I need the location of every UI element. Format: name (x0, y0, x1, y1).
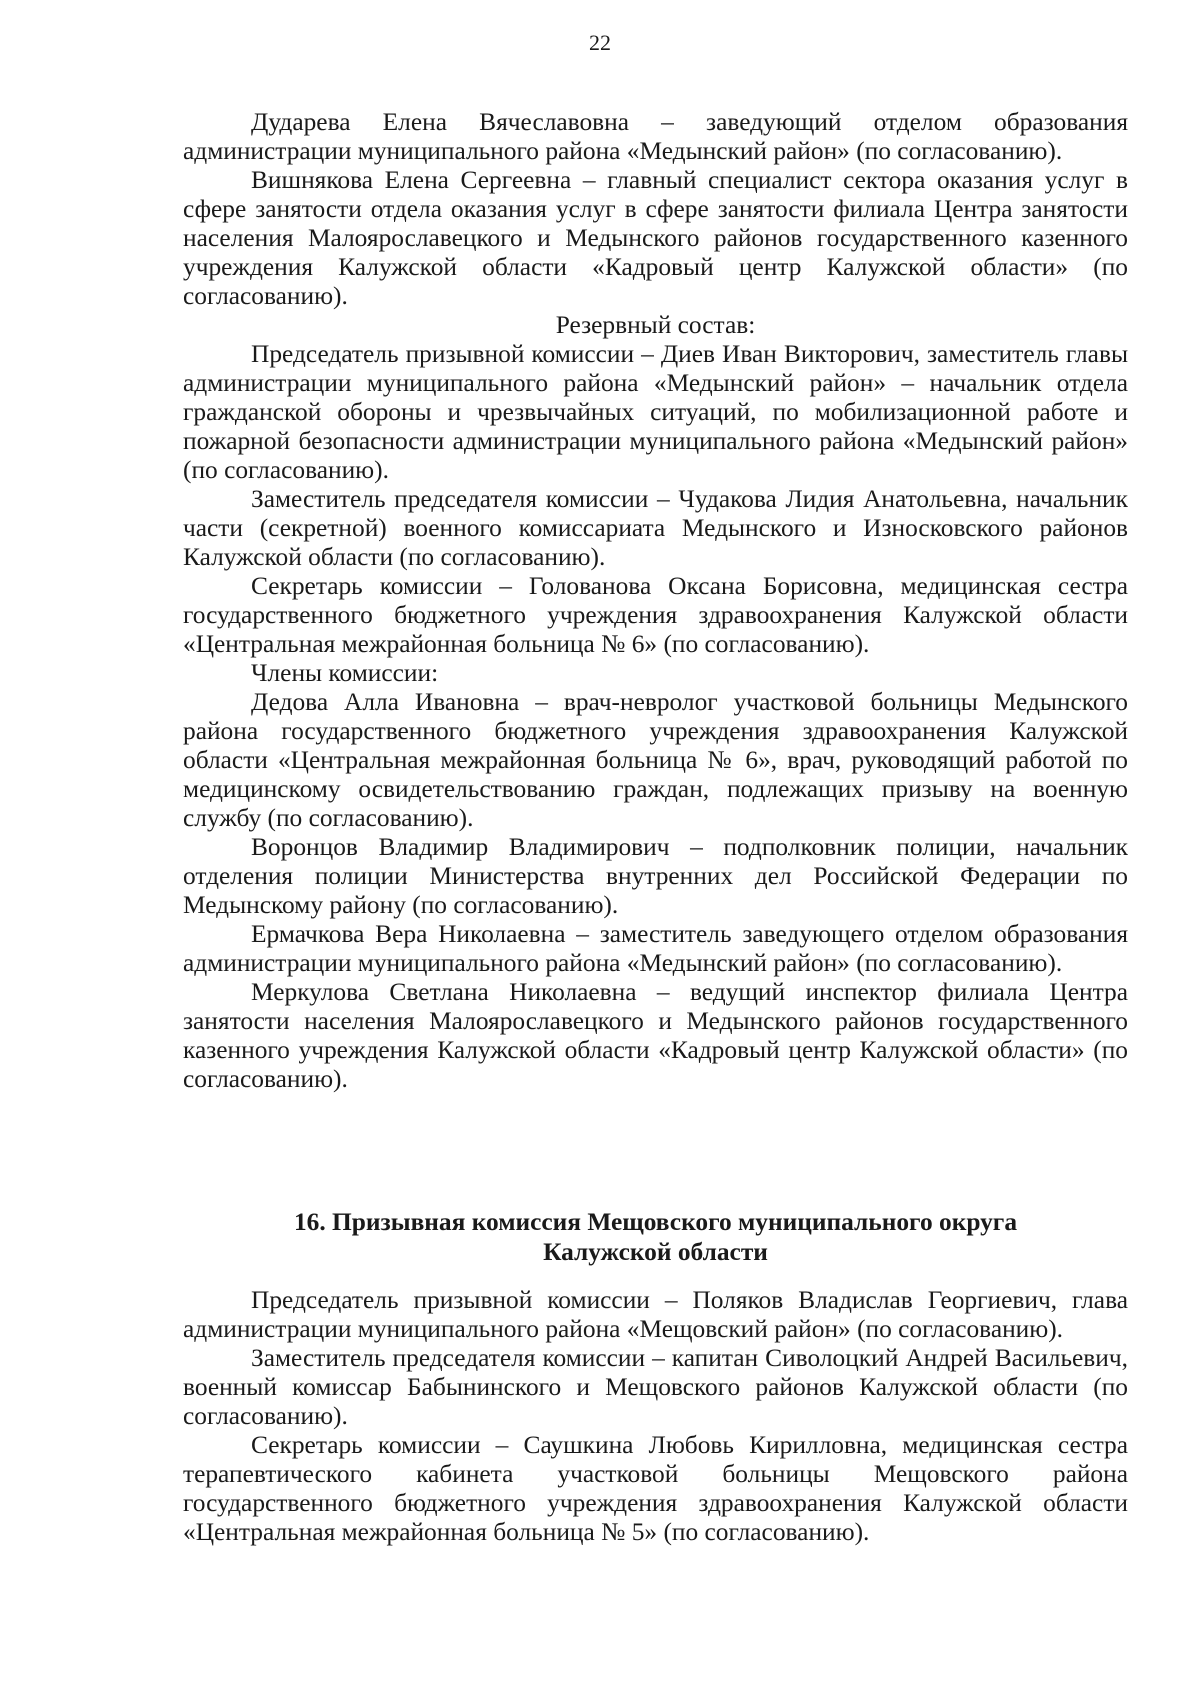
paragraph-reserve-deputy: Заместитель председателя комиссии – Чудакова Лидия Анатольевна, начальник части (секретной) военного комиссариата Медынского и Износковского районов Калужской области (по согласованию). (183, 485, 1128, 571)
page-number: 22 (589, 30, 611, 55)
section-heading-line-1: 16. Призывная комиссия Мещовского муниципального округа (293, 1208, 1018, 1236)
meshchovsk-commission-block (183, 1286, 1128, 1547)
paragraph-sivolotsky: Заместитель председателя комиссии – капитан Сиволоцкий Андрей Васильевич, военный комиссар Бабынинского и Мещовского районов Калужской области (по согласованию). (183, 1344, 1128, 1430)
section-heading-line-2: Калужской области (543, 1238, 768, 1266)
paragraph-merkulova: Меркулова Светлана Николаевна – ведущий инспектор филиала Центра занятости населения Малоярославецкого и Медынского районов государственного казенного учреждения Калужской области «Кадровый центр Калужской области» (по согласованию). (183, 978, 1128, 1093)
paragraph-reserve-chairman: Председатель призывной комиссии – Диев Иван Викторович, заместитель главы администрации муниципального района «Медынский район» – начальник отдела гражданской обороны и чрезвычайных ситуаций, по мобилизационной работе и пожарной безопасности администрации муниципального района «Медынский район» (по согласованию). (183, 340, 1128, 484)
section-heading (183, 1207, 1128, 1267)
paragraph-dedova: Дедова Алла Ивановна – врач-невролог участковой больницы Медынского района государственного бюджетного учреждения здравоохранения Калужской области «Центральная межрайонная больница № 6», врач, руководящий работой по медицинскому освидетельствованию граждан, подлежащих призыву на военную службу (по согласованию). (183, 688, 1128, 832)
paragraph-polyakov: Председатель призывной комиссии – Поляков Владислав Георгиевич, глава администрации муниципального района «Мещовский район» (по согласованию). (183, 1286, 1128, 1343)
paragraph-ermachkova: Ермачкова Вера Николаевна – заместитель заведующего отделом образования администрации муниципального района «Медынский район» (по согласованию). (183, 920, 1128, 977)
paragraph-saushkina: Секретарь комиссии – Саушкина Любовь Кирилловна, медицинская сестра терапевтического кабинета участковой больницы Мещовского района государственного бюджетного учреждения здравоохранения Калужской области «Центральная межрайонная больница № 5» (по согласованию). (183, 1431, 1128, 1546)
paragraph-reserve-secretary: Секретарь комиссии – Голованова Оксана Борисовна, медицинская сестра государственного бюджетного учреждения здравоохранения Калужской области «Центральная межрайонная больница № 6» (по согласованию). (183, 572, 1128, 658)
paragraph-vorontsov: Воронцов Владимир Владимирович – подполковник полиции, начальник отделения полиции Министерства внутренних дел Российской Федерации по Медынскому району (по согласованию). (183, 833, 1128, 919)
paragraph-dudareva: Дударева Елена Вячеславовна – заведующий отделом образования администрации муниципального района «Медынский район» (по согласованию). (183, 108, 1128, 165)
reserve-composition-label: Резервный состав: (555, 311, 756, 339)
paragraph-vishnyakova: Вишнякова Елена Сергеевна – главный специалист сектора оказания услуг в сфере занятости отдела оказания услуг в сфере занятости филиала Центра занятости населения Малоярославецкого и Медынского районов государственного казенного учреждения Калужской области «Кадровый центр Калужской области» (по согласованию). (183, 166, 1128, 310)
commission-members-label: Члены комиссии: (251, 659, 439, 687)
commission-members-block (183, 108, 1128, 1094)
